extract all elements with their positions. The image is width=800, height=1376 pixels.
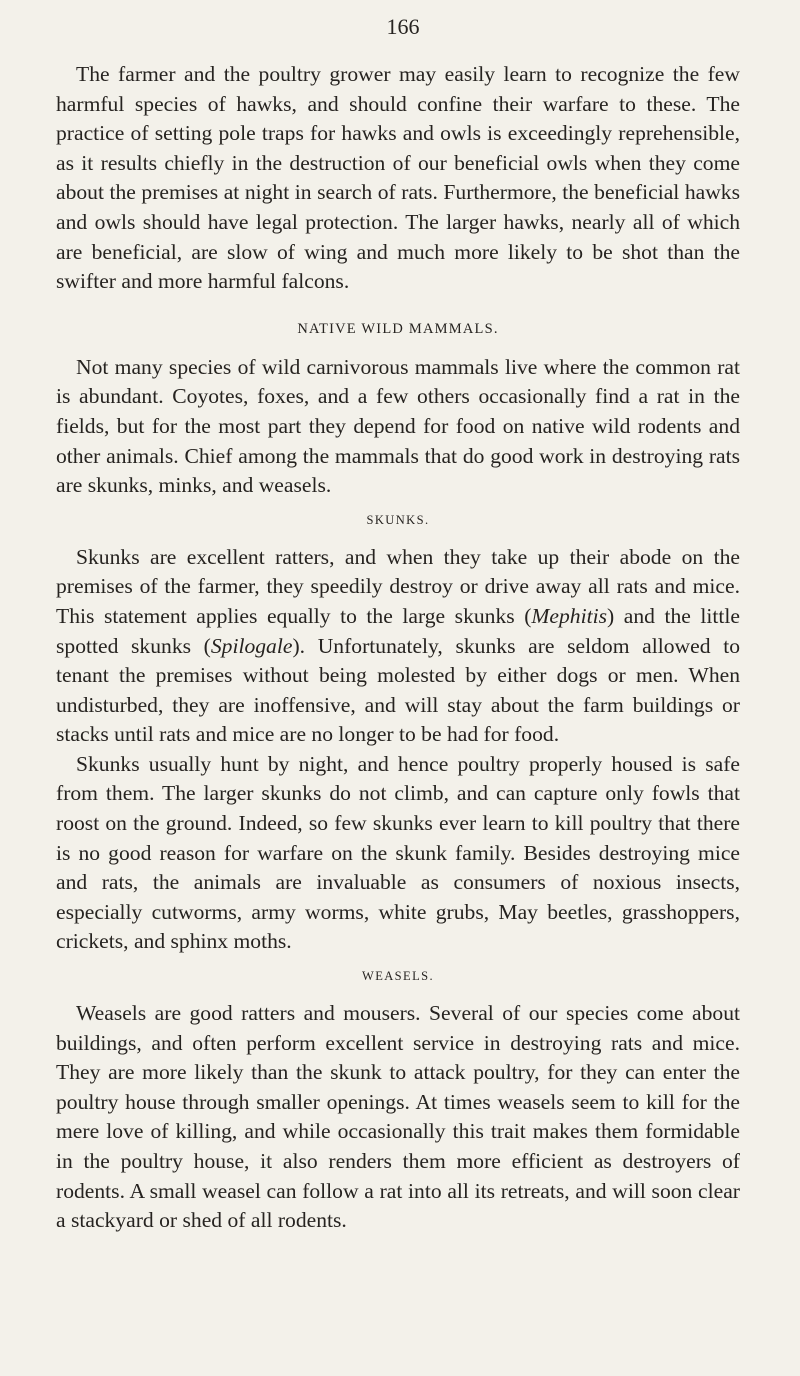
genus-mephitis: Mephitis (531, 603, 607, 628)
native-mammals-paragraph: Not many species of wild carnivorous mammals live where the common rat is abundant. Coyotes, foxes, and a few others occasionally find a rat in the fields, but for the most part they depend for food on native wild rodents and other animals. Chief among the mammals that do good work in destroying rats are skunks, minks, and weasels. (56, 354, 740, 498)
skunks-paragraph-1-part-c: ). Unfortunately, skunks are seldom allowed to tenant the premises without being molested by either dogs or men. When undisturbed, they are inoffensive, and will stay about the farm buildings or stacks until rats and mice are no longer to be had for food. (56, 633, 740, 747)
page-number: 166 (386, 14, 420, 39)
intro-paragraph: The farmer and the poultry grower may easily learn to recognize the few harmful species of hawks, and should confine their warfare to these. The practice of setting pole traps for hawks and owls is exceedingly reprehensible, as it results chiefly in the destruction of our beneficial owls when they come about the premises at night in search of rats. Furthermore, the beneficial hawks and owls should have legal protection. The larger hawks, nearly all of which are beneficial, are slow of wing and much more likely to be shot than the swifter and more harmful falcons. (56, 62, 740, 294)
skunks-paragraph-1-part-b: ) and the little spotted skunks ( (56, 603, 740, 658)
section-heading-skunks: SKUNKS. (366, 512, 430, 527)
document-page (56, 14, 740, 1236)
skunks-paragraph-1-part-a: Skunks are excellent ratters, and when they take up their abode on the premises of the farmer, they speedily destroy or drive away all rats and mice. This statement applies equally to the large skunks ( (56, 544, 740, 628)
genus-spilogale: Spilogale (210, 633, 293, 658)
section-heading-weasels: WEASELS. (362, 969, 434, 984)
weasels-paragraph: Weasels are good ratters and mousers. Several of our species come about buildings, and often perform excellent service in destroying rats and mice. They are more likely than the skunk to attack poultry, for they can enter the poultry house through smaller openings. At times weasels seem to kill for the mere love of killing, and while occasionally this trait makes them formidable in the poultry house, it also renders them more efficient as destroyers of rodents. A small weasel can follow a rat into all its retreats, and will soon clear a stackyard or shed of all rodents. (56, 1001, 740, 1233)
section-heading-native-wild-mammals: NATIVE WILD MAMMALS. (297, 320, 499, 337)
skunks-paragraph-2: Skunks usually hunt by night, and hence poultry properly housed is safe from them. The larger skunks do not climb, and can capture only fowls that roost on the ground. Indeed, so few skunks ever learn to kill poultry that there is no good reason for warfare on the skunk family. Besides destroying mice and rats, the animals are invaluable as consumers of noxious insects, especially cutworms, army worms, white grubs, May beetles, grasshoppers, crickets, and sphinx moths. (56, 751, 740, 954)
skunks-paragraph-1 (56, 543, 740, 750)
